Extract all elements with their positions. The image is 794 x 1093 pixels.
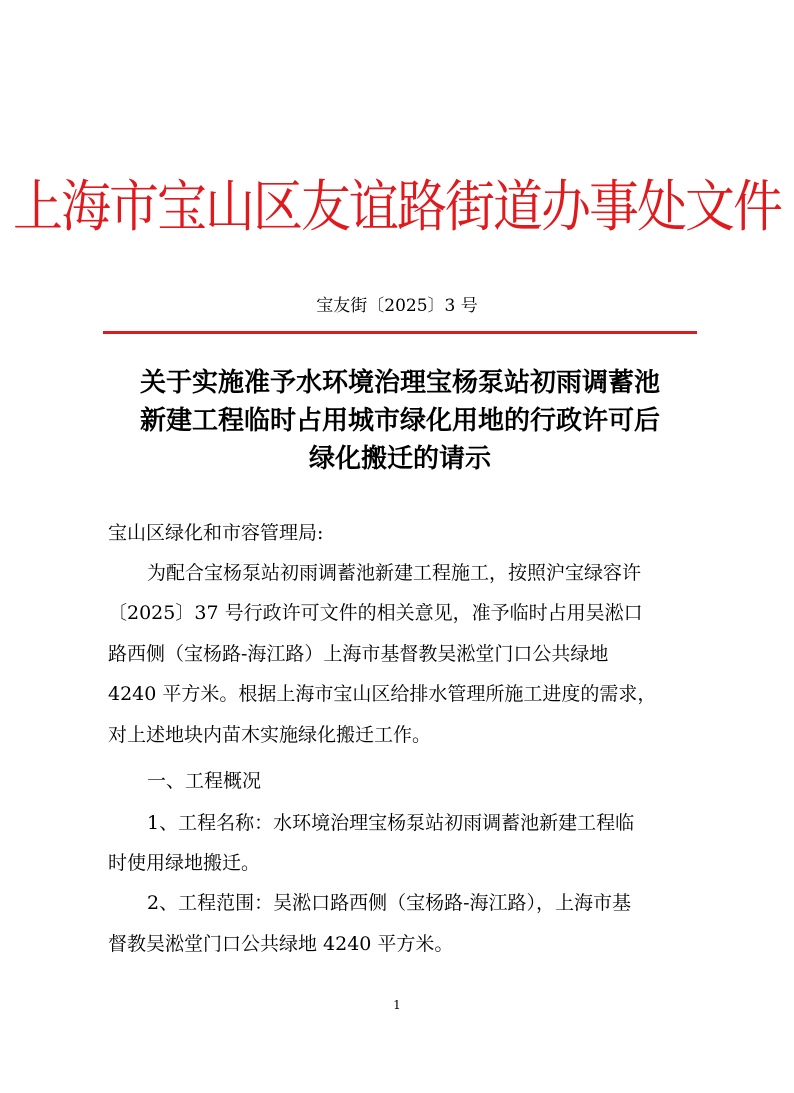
subject-line: 新建工程临时占用城市绿化用地的行政许可后 — [139, 406, 660, 436]
item-line: 督教吴淞堂门口公共绿地 4240 平方米。 — [108, 933, 454, 955]
paragraph-line: 为配合宝杨泵站初雨调蓄池新建工程施工，按照沪宝绿容许 — [147, 562, 642, 584]
page-number: 1 — [393, 998, 401, 1012]
subject-title — [98, 364, 702, 478]
paragraph-line: 对上述地块内苗木实施绿化搬迁工作。 — [108, 724, 432, 746]
addressee: 宝山区绿化和市容管理局: — [108, 522, 324, 544]
section-heading: 一、工程概况 — [147, 770, 262, 792]
item-line: 2、工程范围：吴淞口路西侧（宝杨路-海江路），上海市基 — [147, 892, 632, 914]
item-line: 时使用绿地搬迁。 — [108, 852, 261, 874]
issuer-title: 上海市宝山区友谊路街道办事处文件 — [13, 174, 781, 240]
paragraph-line: 4240 平方米。根据上海市宝山区给排水管理所施工进度的需求， — [108, 683, 657, 705]
red-divider-rule — [103, 331, 697, 334]
document-number: 宝友街〔2025〕3 号 — [316, 296, 478, 316]
paragraph-line: 路西侧（宝杨路-海江路）上海市基督教吴淞堂门口公共绿地 — [108, 643, 609, 665]
item-line: 1、工程名称：水环境治理宝杨泵站初雨调蓄池新建工程临 — [147, 812, 635, 834]
paragraph-line: 〔2025〕37 号行政许可文件的相关意见，准予临时占用吴淞口 — [108, 602, 643, 624]
subject-line: 关于实施准予水环境治理宝杨泵站初雨调蓄池 — [139, 368, 660, 398]
subject-line: 绿化搬迁的请示 — [308, 444, 491, 474]
